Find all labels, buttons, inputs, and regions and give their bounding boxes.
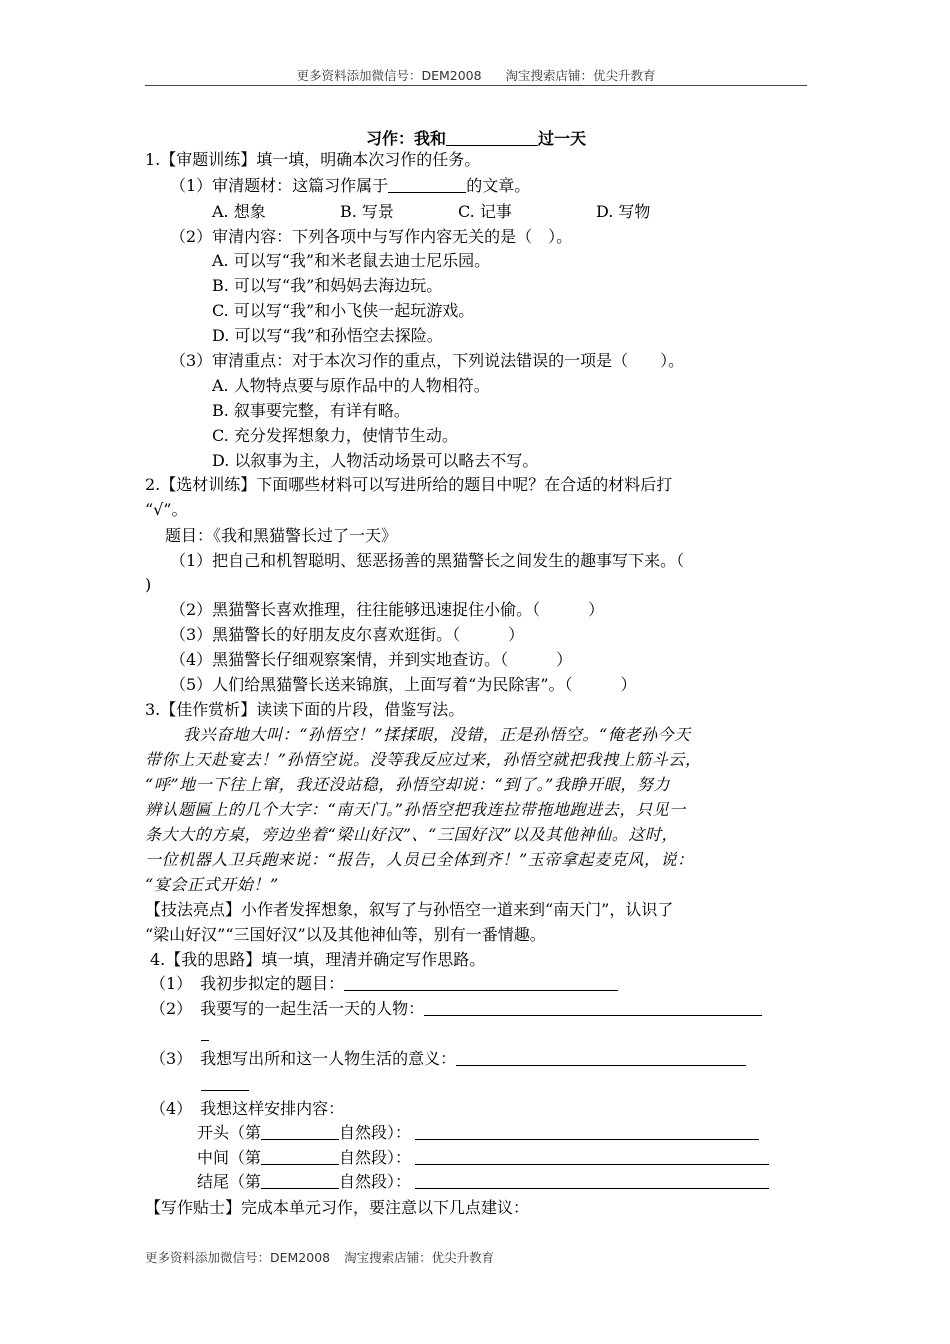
arrange-label: 开头（第 <box>197 1123 262 1142</box>
arrange-label-end: 自然段）： <box>339 1172 412 1191</box>
page-title <box>145 126 807 149</box>
q2-item: （5）人们给黑猫警长送来锦旗，上面写着“为民除害”。（ ） <box>170 675 637 694</box>
q1-part2-option: D. 可以写“我”和孙悟空去探险。 <box>212 326 443 345</box>
person-input-line[interactable] <box>424 1000 762 1016</box>
q1-heading: 1.【审题训练】填一填，明确本次习作的任务。 <box>145 150 481 169</box>
passage-line: 辨认题匾上的几个大字：“南天门。”孙悟空把我连拉带拖地跑进去，只见一 <box>145 800 686 819</box>
header-divider <box>145 85 807 86</box>
arrange-content-input[interactable] <box>415 1149 769 1165</box>
title-blank <box>446 131 538 146</box>
header-wechat: 更多资料添加微信号：DEM2008 <box>296 68 482 83</box>
paragraph-number-input[interactable] <box>261 1173 339 1189</box>
q1-part3: （3）审清重点：对于本次习作的重点，下列说法错误的一项是（ ）。 <box>170 351 685 370</box>
q1-part2: （2）审清内容：下列各项中与写作内容无关的是（ ）。 <box>170 227 573 246</box>
title-input-line[interactable] <box>344 975 618 991</box>
arrange-label: 结尾（第 <box>197 1172 262 1191</box>
q1-part3-option: B. 叙事要完整，有详有略。 <box>212 401 410 420</box>
q2-heading-cont: “√”。 <box>145 500 188 519</box>
footer-wechat: 更多资料添加微信号：DEM2008 <box>145 1250 331 1265</box>
q1-part3-option: D. 以叙事为主，人物活动场景可以略去不写。 <box>212 451 539 470</box>
arrange-middle <box>197 1148 769 1168</box>
q4-heading: 4.【我的思路】填一填，理清并确定写作思路。 <box>150 950 486 969</box>
passage-line: 带你上天赴宴去！”孙悟空说。没等我反应过来，孙悟空就把我拽上筋斗云， <box>145 750 702 769</box>
option-b: B. 写景 <box>340 202 394 221</box>
q1-part3-option: C. 充分发挥想象力，使情节生动。 <box>212 426 458 445</box>
arrange-content-input[interactable] <box>415 1124 759 1140</box>
page-footer <box>145 1248 504 1266</box>
q4-item-arrange: （4） 我想这样安排内容： <box>150 1099 345 1118</box>
person-input-line-tail[interactable] <box>201 1025 209 1041</box>
q1-part1-text: （1）审清题材：这篇习作属于 <box>170 176 389 195</box>
page-header <box>145 66 807 84</box>
q2-item: （1）把自己和机智聪明、惩恶扬善的黑猫警长之间发生的趣事写下来。（ <box>170 551 685 570</box>
header-shop: 淘宝搜索店铺：优尖升教育 <box>505 68 656 83</box>
title-suffix: 过一天 <box>538 129 587 148</box>
q1-part1-end: 的文章。 <box>466 176 531 195</box>
passage-line: “宴会正式开始！” <box>145 875 279 894</box>
q4-item-title <box>150 974 618 994</box>
arrange-label: 中间（第 <box>197 1148 262 1167</box>
arrange-ending <box>197 1172 769 1192</box>
q4-item-meaning <box>150 1049 746 1069</box>
technique-note-cont: “梁山好汉”“三国好汉”以及其他神仙等，别有一番情趣。 <box>145 925 546 944</box>
q2-heading: 2.【选材训练】下面哪些材料可以写进所给的题目中呢？在合适的材料后打 <box>145 475 673 494</box>
q1-part2-option: C. 可以写“我”和小飞侠一起玩游戏。 <box>212 301 475 320</box>
passage-line: 条大大的方桌，旁边坐着“梁山好汉”、“三国好汉”以及其他神仙。这时， <box>145 825 679 844</box>
arrange-label-end: 自然段）： <box>339 1148 412 1167</box>
option-c: C. 记事 <box>458 202 512 221</box>
paragraph-number-input[interactable] <box>261 1124 339 1140</box>
arrange-content-input[interactable] <box>415 1173 769 1189</box>
q1-part2-option: B. 可以写“我”和妈妈去海边玩。 <box>212 276 443 295</box>
q2-item: （4）黑猫警长仔细观察案情，并到实地查访。（ ） <box>170 650 573 669</box>
passage-line: 我兴奋地大叫：“孙悟空！”揉揉眼，没错，正是孙悟空。“俺老孙今天 <box>183 725 691 744</box>
q1-part1-blank <box>388 177 466 193</box>
footer-shop: 淘宝搜索店铺：优尖升教育 <box>344 1250 495 1265</box>
technique-note: 【技法亮点】小作者发挥想象，叙写了与孙悟空一道来到“南天门”，认识了 <box>145 900 674 919</box>
writing-tips-heading: 【写作贴士】完成本单元习作，要注意以下几点建议： <box>145 1198 530 1217</box>
q4-item-meaning-text: （3） 我想写出所和这一人物生活的意义： <box>150 1049 457 1068</box>
passage-line: “呼”地一下往上窜，我还没站稳，孙悟空却说：“到了。”我睁开眼，努力 <box>145 775 671 794</box>
meaning-input-line[interactable] <box>456 1050 746 1066</box>
title-prefix: 习作：我和 <box>365 129 446 148</box>
arrange-opening <box>197 1123 759 1143</box>
q2-topic: 题目：《我和黑猫警长过了一天》 <box>165 526 398 545</box>
q2-item-cont: ) <box>145 575 152 594</box>
person-input-line-cont <box>201 1024 209 1044</box>
q4-item-person <box>150 999 762 1019</box>
q1-part1-options <box>212 202 650 222</box>
q1-part1 <box>170 176 530 196</box>
q4-item-title-text: （1） 我初步拟定的题目： <box>150 974 345 993</box>
q2-item: （3）黑猫警长的好朋友皮尔喜欢逛街。（ ） <box>170 625 525 644</box>
option-a: A. 想象 <box>212 202 266 221</box>
passage-line: 一位机器人卫兵跑来说：“报告，人员已全体到齐！”玉帝拿起麦克风，说： <box>145 850 694 869</box>
meaning-input-line-tail[interactable] <box>201 1075 249 1091</box>
arrange-label-end: 自然段）： <box>339 1123 412 1142</box>
q1-part3-option: A. 人物特点要与原作品中的人物相符。 <box>212 376 490 395</box>
q1-part2-option: A. 可以写“我”和米老鼠去迪士尼乐园。 <box>212 251 491 270</box>
q3-heading: 3.【佳作赏析】读读下面的片段，借鉴写法。 <box>145 700 465 719</box>
option-d: D. 写物 <box>596 202 651 221</box>
meaning-input-line-cont <box>201 1074 249 1094</box>
q4-item-person-text: （2） 我要写的一起生活一天的人物： <box>150 999 425 1018</box>
paragraph-number-input[interactable] <box>261 1149 339 1165</box>
q2-item: （2）黑猫警长喜欢推理，往往能够迅速捉住小偷。（ ） <box>170 600 605 619</box>
